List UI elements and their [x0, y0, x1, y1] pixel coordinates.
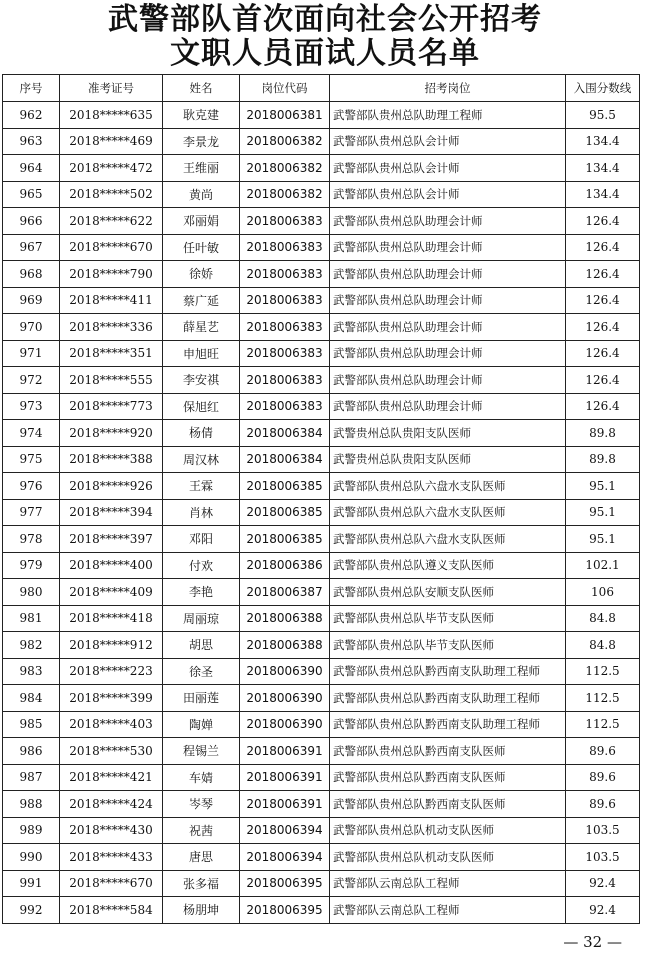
cell-post: 武警部队贵州总队六盘水支队医师 — [330, 473, 566, 500]
table-row — [3, 446, 640, 473]
cell-post-code: 2018006394 — [240, 817, 330, 844]
cell-serial: 985 — [3, 711, 60, 738]
table-row — [3, 738, 640, 765]
cell-serial: 973 — [3, 393, 60, 420]
cell-post-code: 2018006383 — [240, 340, 330, 367]
cell-post: 武警部队贵州总队助理会计师 — [330, 234, 566, 261]
cell-post: 武警部队贵州总队毕节支队医师 — [330, 632, 566, 659]
table-row — [3, 844, 640, 871]
cell-post: 武警部队贵州总队机动支队医师 — [330, 844, 566, 871]
cell-cutoff-score: 89.6 — [566, 791, 640, 818]
cell-name: 薛星艺 — [163, 314, 240, 341]
cell-serial: 982 — [3, 632, 60, 659]
cell-serial: 971 — [3, 340, 60, 367]
cell-post: 武警部队贵州总队助理会计师 — [330, 287, 566, 314]
cell-post: 武警部队贵州总队毕节支队医师 — [330, 605, 566, 632]
table-row — [3, 764, 640, 791]
cell-post-code: 2018006388 — [240, 632, 330, 659]
cell-cutoff-score: 95.1 — [566, 499, 640, 526]
cell-post: 武警部队贵州总队黔西南支队医师 — [330, 738, 566, 765]
table-body — [3, 102, 640, 924]
table-row — [3, 685, 640, 712]
cell-ticket-number: 2018*****388 — [60, 446, 163, 473]
cell-serial: 983 — [3, 658, 60, 685]
cell-serial: 992 — [3, 897, 60, 924]
table-row — [3, 658, 640, 685]
cell-post: 武警贵州总队贵阳支队医师 — [330, 420, 566, 447]
cell-post-code: 2018006391 — [240, 764, 330, 791]
cell-cutoff-score: 89.6 — [566, 738, 640, 765]
table-row — [3, 340, 640, 367]
table-row — [3, 632, 640, 659]
cell-post-code: 2018006384 — [240, 420, 330, 447]
cell-post-code: 2018006382 — [240, 181, 330, 208]
cell-cutoff-score: 89.6 — [566, 764, 640, 791]
cell-serial: 976 — [3, 473, 60, 500]
cell-post-code: 2018006383 — [240, 287, 330, 314]
cell-post-code: 2018006395 — [240, 897, 330, 924]
table-row — [3, 817, 640, 844]
cell-post-code: 2018006391 — [240, 791, 330, 818]
table-row — [3, 552, 640, 579]
cell-post: 武警部队贵州总队机动支队医师 — [330, 817, 566, 844]
page-number: — 32 — — [563, 933, 622, 951]
cell-cutoff-score: 112.5 — [566, 658, 640, 685]
cell-ticket-number: 2018*****223 — [60, 658, 163, 685]
cell-serial: 981 — [3, 605, 60, 632]
cell-post-code: 2018006387 — [240, 579, 330, 606]
cell-serial: 969 — [3, 287, 60, 314]
cell-serial: 974 — [3, 420, 60, 447]
cell-cutoff-score: 126.4 — [566, 393, 640, 420]
cell-name: 杨朋坤 — [163, 897, 240, 924]
table-row — [3, 420, 640, 447]
cell-cutoff-score: 126.4 — [566, 261, 640, 288]
candidate-table — [2, 74, 640, 924]
cell-serial: 991 — [3, 870, 60, 897]
cell-ticket-number: 2018*****472 — [60, 155, 163, 182]
cell-post-code: 2018006383 — [240, 261, 330, 288]
table-row — [3, 579, 640, 606]
table-row — [3, 791, 640, 818]
cell-cutoff-score: 92.4 — [566, 897, 640, 924]
cell-cutoff-score: 126.4 — [566, 234, 640, 261]
cell-name: 周丽琼 — [163, 605, 240, 632]
cell-name: 徐娇 — [163, 261, 240, 288]
cell-ticket-number: 2018*****635 — [60, 102, 163, 129]
cell-cutoff-score: 126.4 — [566, 340, 640, 367]
cell-name: 申旭旺 — [163, 340, 240, 367]
table-row — [3, 102, 640, 129]
table-row — [3, 711, 640, 738]
cell-ticket-number: 2018*****421 — [60, 764, 163, 791]
cell-name: 胡思 — [163, 632, 240, 659]
cell-cutoff-score: 126.4 — [566, 208, 640, 235]
table-row — [3, 128, 640, 155]
cell-serial: 989 — [3, 817, 60, 844]
cell-post: 武警部队贵州总队助理会计师 — [330, 314, 566, 341]
cell-post: 武警部队贵州总队六盘水支队医师 — [330, 526, 566, 553]
cell-post: 武警部队贵州总队会计师 — [330, 181, 566, 208]
cell-post-code: 2018006390 — [240, 711, 330, 738]
cell-serial: 990 — [3, 844, 60, 871]
cell-name: 张多福 — [163, 870, 240, 897]
cell-ticket-number: 2018*****394 — [60, 499, 163, 526]
cell-serial: 967 — [3, 234, 60, 261]
cell-cutoff-score: 95.1 — [566, 473, 640, 500]
cell-cutoff-score: 102.1 — [566, 552, 640, 579]
cell-ticket-number: 2018*****790 — [60, 261, 163, 288]
cell-ticket-number: 2018*****912 — [60, 632, 163, 659]
cell-name: 黄尚 — [163, 181, 240, 208]
cell-cutoff-score: 134.4 — [566, 155, 640, 182]
cell-post: 武警部队贵州总队助理会计师 — [330, 393, 566, 420]
table-row — [3, 155, 640, 182]
cell-ticket-number: 2018*****409 — [60, 579, 163, 606]
cell-post: 武警部队贵州总队会计师 — [330, 155, 566, 182]
cell-ticket-number: 2018*****670 — [60, 870, 163, 897]
cell-post-code: 2018006382 — [240, 128, 330, 155]
cell-serial: 984 — [3, 685, 60, 712]
cell-post: 武警部队贵州总队六盘水支队医师 — [330, 499, 566, 526]
cell-post: 武警部队贵州总队黔西南支队助理工程师 — [330, 658, 566, 685]
header-ticket-number: 准考证号 — [60, 75, 163, 102]
header-name: 姓名 — [163, 75, 240, 102]
table-row — [3, 393, 640, 420]
cell-ticket-number: 2018*****433 — [60, 844, 163, 871]
cell-name: 保旭红 — [163, 393, 240, 420]
cell-ticket-number: 2018*****926 — [60, 473, 163, 500]
table-row — [3, 473, 640, 500]
cell-cutoff-score: 112.5 — [566, 711, 640, 738]
cell-post-code: 2018006391 — [240, 738, 330, 765]
cell-serial: 986 — [3, 738, 60, 765]
cell-ticket-number: 2018*****336 — [60, 314, 163, 341]
cell-name: 李安祺 — [163, 367, 240, 394]
cell-name: 田丽莲 — [163, 685, 240, 712]
cell-cutoff-score: 103.5 — [566, 817, 640, 844]
table-row — [3, 261, 640, 288]
cell-name: 邓丽娟 — [163, 208, 240, 235]
cell-name: 肖林 — [163, 499, 240, 526]
cell-ticket-number: 2018*****530 — [60, 738, 163, 765]
cell-ticket-number: 2018*****351 — [60, 340, 163, 367]
table-row — [3, 870, 640, 897]
cell-cutoff-score: 84.8 — [566, 632, 640, 659]
cell-post-code: 2018006388 — [240, 605, 330, 632]
cell-cutoff-score: 126.4 — [566, 367, 640, 394]
table-row — [3, 181, 640, 208]
cell-post-code: 2018006383 — [240, 234, 330, 261]
cell-cutoff-score: 89.8 — [566, 446, 640, 473]
cell-serial: 964 — [3, 155, 60, 182]
cell-serial: 965 — [3, 181, 60, 208]
cell-post-code: 2018006394 — [240, 844, 330, 871]
cell-cutoff-score: 112.5 — [566, 685, 640, 712]
table-row — [3, 208, 640, 235]
cell-post: 武警部队贵州总队助理会计师 — [330, 367, 566, 394]
header-post: 招考岗位 — [330, 75, 566, 102]
cell-serial: 963 — [3, 128, 60, 155]
cell-name: 李景龙 — [163, 128, 240, 155]
document-title-line-1: 武警部队首次面向社会公开招考 — [108, 2, 542, 37]
cell-post-code: 2018006383 — [240, 393, 330, 420]
cell-ticket-number: 2018*****502 — [60, 181, 163, 208]
cell-post: 武警部队贵州总队黔西南支队医师 — [330, 791, 566, 818]
cell-serial: 968 — [3, 261, 60, 288]
cell-post: 武警部队贵州总队助理工程师 — [330, 102, 566, 129]
cell-cutoff-score: 89.8 — [566, 420, 640, 447]
table-row — [3, 499, 640, 526]
cell-cutoff-score: 126.4 — [566, 314, 640, 341]
cell-ticket-number: 2018*****399 — [60, 685, 163, 712]
cell-post-code: 2018006382 — [240, 155, 330, 182]
cell-serial: 966 — [3, 208, 60, 235]
cell-cutoff-score: 134.4 — [566, 181, 640, 208]
cell-serial: 977 — [3, 499, 60, 526]
cell-ticket-number: 2018*****584 — [60, 897, 163, 924]
cell-name: 耿克建 — [163, 102, 240, 129]
cell-name: 唐思 — [163, 844, 240, 871]
cell-ticket-number: 2018*****411 — [60, 287, 163, 314]
cell-post: 武警部队贵州总队会计师 — [330, 128, 566, 155]
cell-serial: 979 — [3, 552, 60, 579]
cell-ticket-number: 2018*****397 — [60, 526, 163, 553]
table-row — [3, 234, 640, 261]
cell-post: 武警部队贵州总队助理会计师 — [330, 340, 566, 367]
cell-name: 周汉林 — [163, 446, 240, 473]
cell-name: 任叶敏 — [163, 234, 240, 261]
cell-post-code: 2018006385 — [240, 499, 330, 526]
cell-serial: 988 — [3, 791, 60, 818]
cell-serial: 975 — [3, 446, 60, 473]
cell-cutoff-score: 84.8 — [566, 605, 640, 632]
cell-ticket-number: 2018*****469 — [60, 128, 163, 155]
table-header-row — [3, 75, 640, 102]
cell-name: 岑琴 — [163, 791, 240, 818]
cell-ticket-number: 2018*****424 — [60, 791, 163, 818]
cell-post-code: 2018006383 — [240, 367, 330, 394]
cell-cutoff-score: 103.5 — [566, 844, 640, 871]
document-title-line-2: 文职人员面试人员名单 — [170, 36, 480, 71]
cell-post-code: 2018006385 — [240, 526, 330, 553]
cell-serial: 972 — [3, 367, 60, 394]
cell-serial: 980 — [3, 579, 60, 606]
cell-ticket-number: 2018*****920 — [60, 420, 163, 447]
table-row — [3, 526, 640, 553]
cell-name: 程锡兰 — [163, 738, 240, 765]
cell-post: 武警部队贵州总队黔西南支队助理工程师 — [330, 685, 566, 712]
cell-post-code: 2018006383 — [240, 208, 330, 235]
cell-name: 杨倩 — [163, 420, 240, 447]
cell-post-code: 2018006383 — [240, 314, 330, 341]
cell-ticket-number: 2018*****430 — [60, 817, 163, 844]
cell-name: 邓阳 — [163, 526, 240, 553]
cell-ticket-number: 2018*****400 — [60, 552, 163, 579]
cell-cutoff-score: 126.4 — [566, 287, 640, 314]
cell-post-code: 2018006384 — [240, 446, 330, 473]
cell-serial: 962 — [3, 102, 60, 129]
cell-post: 武警部队云南总队工程师 — [330, 897, 566, 924]
table-row — [3, 287, 640, 314]
cell-post: 武警部队贵州总队安顺支队医师 — [330, 579, 566, 606]
cell-name: 祝茜 — [163, 817, 240, 844]
header-post-code: 岗位代码 — [240, 75, 330, 102]
cell-post-code: 2018006395 — [240, 870, 330, 897]
cell-post-code: 2018006390 — [240, 685, 330, 712]
cell-serial: 970 — [3, 314, 60, 341]
cell-post-code: 2018006390 — [240, 658, 330, 685]
header-serial: 序号 — [3, 75, 60, 102]
cell-ticket-number: 2018*****555 — [60, 367, 163, 394]
cell-serial: 978 — [3, 526, 60, 553]
cell-post-code: 2018006381 — [240, 102, 330, 129]
cell-cutoff-score: 92.4 — [566, 870, 640, 897]
cell-name: 王霖 — [163, 473, 240, 500]
cell-post: 武警部队贵州总队助理会计师 — [330, 208, 566, 235]
cell-cutoff-score: 95.5 — [566, 102, 640, 129]
cell-cutoff-score: 134.4 — [566, 128, 640, 155]
cell-serial: 987 — [3, 764, 60, 791]
cell-name: 徐圣 — [163, 658, 240, 685]
cell-name: 付欢 — [163, 552, 240, 579]
table-row — [3, 367, 640, 394]
header-cutoff-score: 入围分数线 — [566, 75, 640, 102]
cell-post: 武警部队贵州总队黔西南支队助理工程师 — [330, 711, 566, 738]
table-row — [3, 897, 640, 924]
cell-name: 王维丽 — [163, 155, 240, 182]
cell-post-code: 2018006385 — [240, 473, 330, 500]
cell-post: 武警部队贵州总队助理会计师 — [330, 261, 566, 288]
cell-name: 李艳 — [163, 579, 240, 606]
cell-post: 武警部队云南总队工程师 — [330, 870, 566, 897]
cell-ticket-number: 2018*****418 — [60, 605, 163, 632]
cell-post-code: 2018006386 — [240, 552, 330, 579]
cell-ticket-number: 2018*****670 — [60, 234, 163, 261]
cell-post: 武警部队贵州总队黔西南支队医师 — [330, 764, 566, 791]
cell-ticket-number: 2018*****622 — [60, 208, 163, 235]
cell-post: 武警贵州总队贵阳支队医师 — [330, 446, 566, 473]
cell-post: 武警部队贵州总队遵义支队医师 — [330, 552, 566, 579]
cell-name: 车婧 — [163, 764, 240, 791]
cell-ticket-number: 2018*****403 — [60, 711, 163, 738]
cell-name: 蔡广延 — [163, 287, 240, 314]
cell-cutoff-score: 106 — [566, 579, 640, 606]
cell-name: 陶婵 — [163, 711, 240, 738]
cell-cutoff-score: 95.1 — [566, 526, 640, 553]
table-row — [3, 605, 640, 632]
table-row — [3, 314, 640, 341]
cell-ticket-number: 2018*****773 — [60, 393, 163, 420]
